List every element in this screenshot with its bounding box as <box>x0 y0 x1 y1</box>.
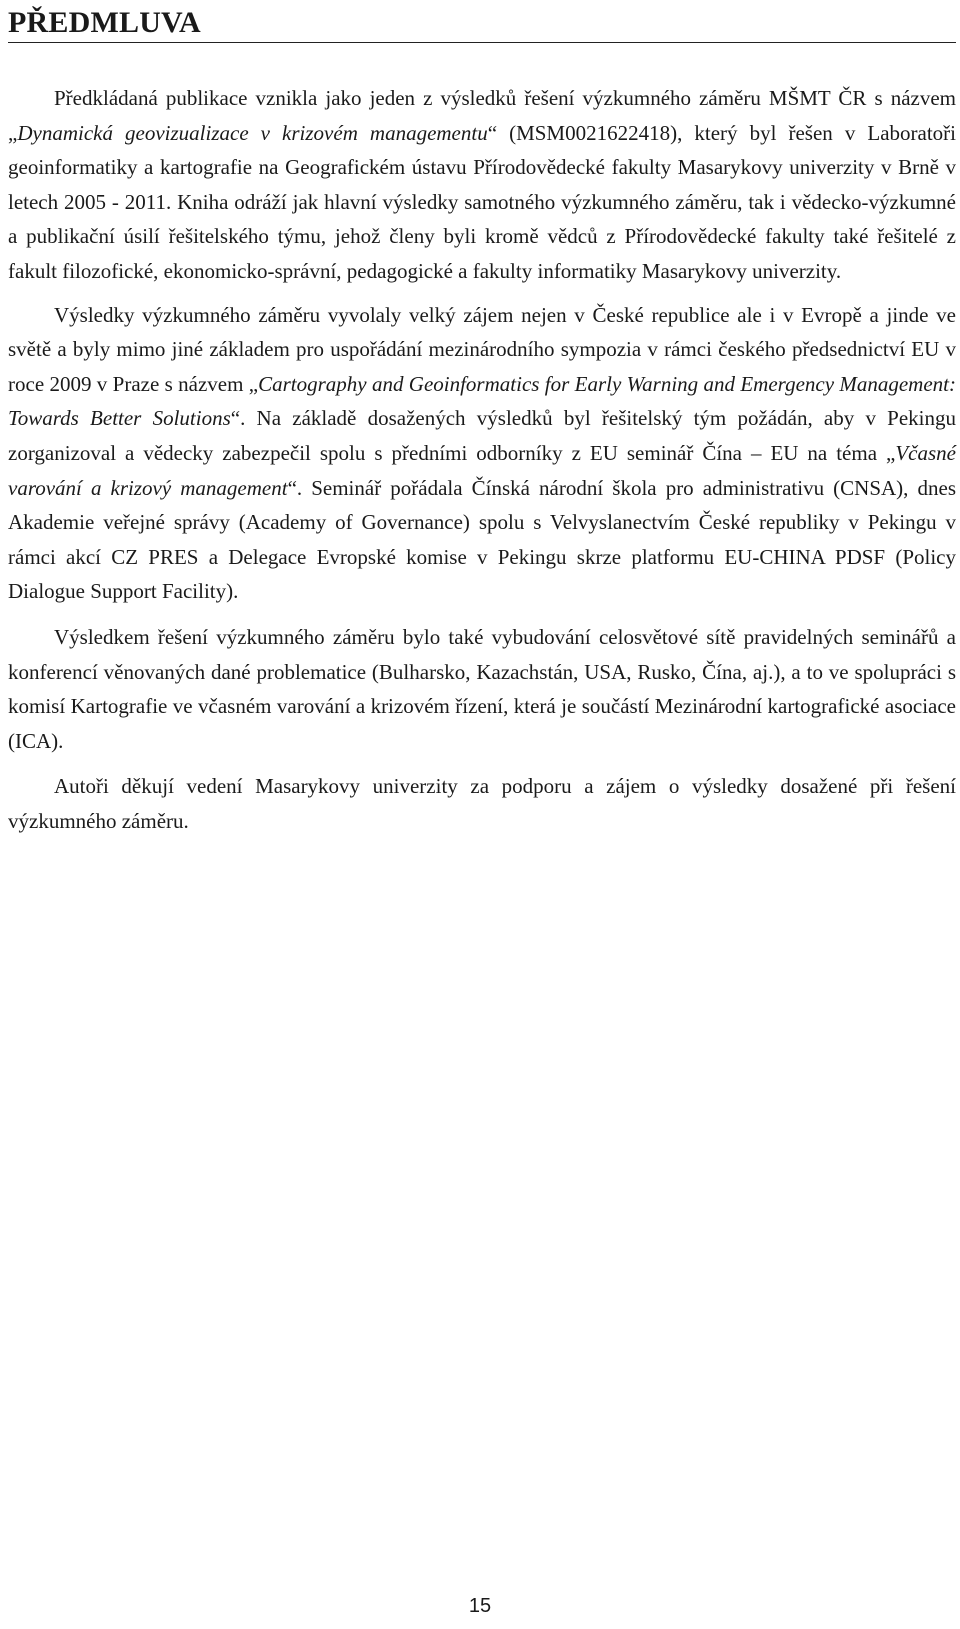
seminar-title-italic: Včasné varování a krizový management <box>8 440 956 500</box>
paragraph-4: Autoři děkují vedení Masarykovy univerzity za podporu a zájem o výsledky dosažené při řešení výzkumného záměru. <box>8 774 956 833</box>
paragraph-2-text-a: Výsledky výzkumného záměru vyvolaly velký zájem nejen v České republice ale i v Evropě a jinde ve světě a byly mimo jiné základem pro uspořádání mezinárodního sympozia v rámci českého předsednictví EU v roce 2009 v Praze s názvem „ <box>8 302 956 396</box>
paragraph-1-text-b: “ (MSM0021622418), který byl řešen v Laboratoři geoinformatiky a kartografie na Geografickém ústavu Přírodovědecké fakulty Masarykovy univerzity v Brně v letech 2005 - 2011. Kniha odráží jak hlavní výsledky samotného výzkumného záměru, tak i vědecko-výzkumné a publikační úsilí řešitelského týmu, jehož členy byli kromě vědců z Přírodovědecké fakulty také řešitelé z fakult filozofické, ekonomicko-správní, pedagogické a fakulty informatiky Masarykovy univerzity. <box>8 120 956 283</box>
symposium-title-italic: Cartography and Geoinformatics for Early Warning and Emergency Management: Towards Better Solutions <box>8 371 956 431</box>
paragraph-2-text-b: “. Na základě dosažených výsledků byl řešitelský tým požádán, aby v Pekingu zorganizoval a vědecky zabezpečil spolu s předními odborníky z EU seminář Čína – EU na téma „ <box>8 406 957 465</box>
page-title: PŘEDMLUVA <box>8 0 956 43</box>
paragraph-2-text-c: “. Seminář pořádala Čínská národní škola pro administrativu (CNSA), dnes Akademie veřejné správy (Academy of Governance) spolu s Velvyslanectvím České republiky v Pekingu v rámci akcí CZ PRES a Delegace Evropské komise v Pekingu skrze platformu EU-CHINA PDSF (Policy Dialogue Support Facility). <box>8 475 956 604</box>
paragraph-3: Výsledkem řešení výzkumného záměru bylo také vybudování celosvětové sítě pravidelných seminářů a konferencí věnovaných dané problematice (Bulharsko, Kazachstán, USA, Rusko, Čína, aj.), a to ve spolupráci s komisí Kartografie ve včasném varování a krizovém řízení, která je součástí Mezinárodní kartografické asociace (ICA). <box>8 624 956 753</box>
document-page <box>8 0 956 838</box>
page-number: 15 <box>468 1595 492 1617</box>
project-title-italic: Dynamická geovizualizace v krizovém managementu <box>17 120 488 145</box>
body-text <box>8 81 956 838</box>
paragraph-2 <box>8 298 956 609</box>
paragraph-1 <box>8 81 956 289</box>
paragraph-1-text-a: Předkládaná publikace vznikla jako jeden z výsledků řešení výzkumného záměru MŠMT ČR s názvem „ <box>8 86 956 145</box>
